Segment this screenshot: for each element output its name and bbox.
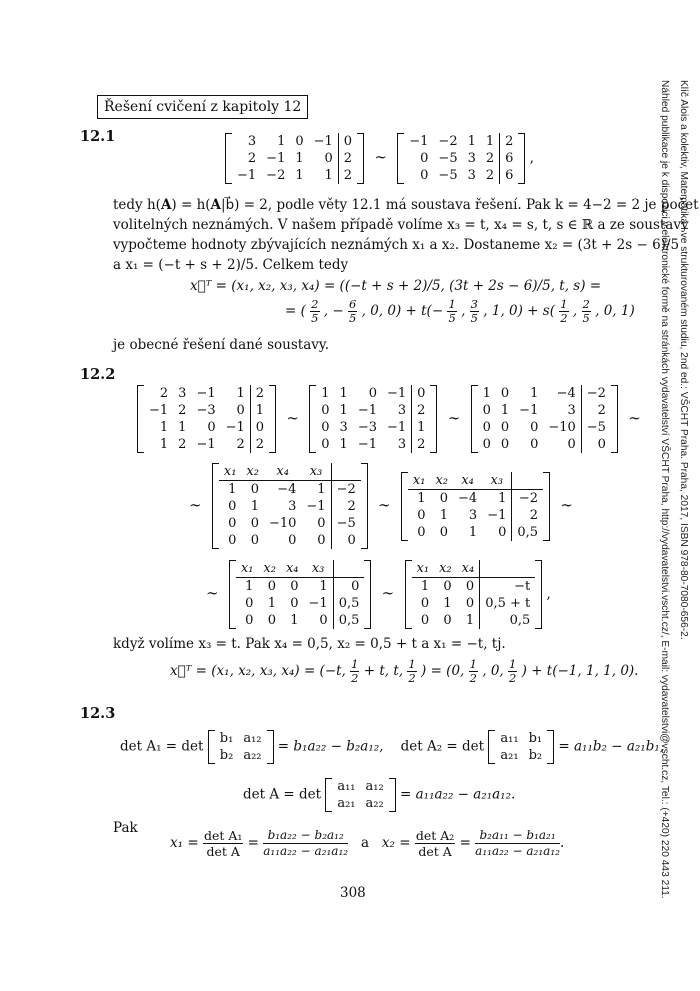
matrix-row [144, 436, 269, 453]
equation-12-2-solution: x⃗ᵀ = (x₁, x₂, x₃, x₄) = (−t, $\frac{1}{2}$ + t, t, $\frac{1}{2}$ ) = (0, $\frac{1}{2}$ , 0, $\frac{1}{2}$ ) + t(−1, 1, 1, 0). [170, 657, 639, 685]
matrix-cell: 1 [412, 419, 431, 436]
matrix-row [144, 385, 269, 402]
matrix-cell: 1 [465, 613, 475, 628]
matrix-cell: 1 [321, 386, 330, 401]
matrix-cell: 2 [178, 437, 187, 452]
matrix-cell: −2 [438, 134, 458, 149]
matrix-cell: 3 [288, 499, 297, 514]
matrix-cell: b₂ [219, 748, 234, 763]
matrix-cell: 1 [417, 490, 426, 506]
matrix-cell: −3 [196, 403, 216, 418]
matrix-cell: −1 [357, 403, 377, 418]
chapter-title: Řešení cvičení z kapitoly 12 [97, 95, 308, 119]
matrix-cell: −10 [268, 516, 297, 531]
matrix-header-cell: x₂ [434, 560, 457, 578]
sidebar-preview-note: Náhled publikace je k dispozici v elektronické formě na stránkách vydavatelství VŠCHT Praha, http://vydavatelstvi.vscht.cz/, E-mail: vydavatelstvi@vscht.cz, Tel.: (+420) 220 443 211. [659, 80, 670, 899]
matrix-cell: 0 [567, 437, 576, 452]
matrix-cell: 0 [317, 516, 326, 531]
matrix-cell: 0 [228, 516, 237, 531]
matrix-cell: 0 [324, 151, 333, 166]
matrix-cell: a₂₂ [365, 796, 384, 811]
matrix-cell: 1 [468, 524, 478, 540]
matrix-row [332, 795, 388, 812]
matrix-cell: 0 [443, 613, 452, 628]
matrix-row [495, 730, 547, 747]
matrix-cell: 1 [228, 482, 237, 497]
matrix-12-2-d-table [219, 463, 361, 549]
matrix-cell: 1 [443, 596, 452, 611]
matrix-cell: 1 [500, 403, 510, 418]
matrix-cell: 0 [581, 436, 611, 453]
matrix-cell: −1 [196, 437, 216, 452]
matrix-cell: 0 [267, 613, 276, 628]
matrix-cell: 0 [417, 524, 426, 540]
matrix-header-cell: x₄ [281, 560, 304, 578]
section-number-12-3: 12.3 [80, 705, 116, 722]
matrix-row [412, 578, 536, 596]
matrix-cell: 1 [485, 134, 495, 149]
matrix-cell: 0 [250, 516, 259, 531]
matrix-row [478, 402, 611, 419]
matrix-cell: 0 [482, 403, 491, 418]
matrix-cell: a₂₁ [500, 748, 519, 763]
matrix-cell: 2 [500, 133, 519, 150]
matrix-header-cell [331, 463, 361, 481]
matrix-cell: −4 [458, 490, 478, 506]
equation-12-2-row1: 2 3 −1 1 2 −1 2 −3 0 1 1 1 0 −1 0 1 2 −1 2 2 ∼ 1 1 0 −1 0 0 1 −1 3 2 0 3 −3 −1 1 0 1 −1 3 2 ∼ 1 0 1 −4 −2 0 1 −1 3 2 0 0 0 −10 −5 0 0 0 0 0 ∼ [137, 385, 647, 453]
matrix-cell: 3 [468, 507, 478, 523]
matrix-cell: 2 [159, 386, 169, 401]
matrix-row [219, 481, 361, 499]
page-number: 308 [340, 885, 366, 901]
matrix-row [236, 595, 365, 612]
matrix-cell: 2 [338, 167, 357, 184]
matrix-cell: 0 [319, 613, 328, 628]
matrix-cell: −1 [306, 499, 326, 514]
matrix-cell: 1 [236, 386, 245, 401]
matrix-cell: 6 [500, 167, 519, 184]
matrix-12-1-b-table [404, 133, 518, 184]
matrix-12-3-A-table [332, 778, 388, 812]
matrix-header-cell: x₄ [457, 560, 480, 578]
matrix-header-cell: x₁ [219, 463, 242, 481]
matrix-row [408, 489, 543, 507]
matrix-row [412, 612, 536, 629]
matrix-cell: −1 [357, 437, 377, 452]
matrix-cell: −2 [512, 489, 543, 507]
matrix-cell: 1 [482, 386, 491, 401]
matrix-cell: 1 [245, 579, 254, 594]
matrix-cell: a₂₁ [337, 796, 356, 811]
matrix-cell: −2 [266, 168, 286, 183]
matrix-cell: 1 [339, 403, 348, 418]
matrix-header-cell [333, 560, 364, 578]
matrix-row [478, 419, 611, 436]
matrix-cell: 0 [420, 168, 429, 183]
matrix-cell: a₁₂ [243, 731, 262, 746]
matrix-cell: 0 [290, 596, 299, 611]
matrix-cell: a₁₂ [365, 779, 384, 794]
matrix-cell: 3 [178, 386, 187, 401]
matrix-header-cell [512, 472, 543, 490]
matrix-cell: 1 [295, 151, 304, 166]
matrix-cell: −1 [266, 151, 286, 166]
equation-12-1-solution: x⃗ᵀ = (x₁, x₂, x₃, x₄) = ((−t + s + 2)/5, (3t + 2s − 6)/5, t, s) = = ( $\frac{2}{5}$ , − $\frac{6}{5}$ , 0, 0) + t(− $\frac{1}{5}$ , $\frac{3}{5}$ , 1, 0) + s( $\frac{1}{2}$ , $\frac{2}{5}$ , 0, 1) [190, 278, 635, 325]
matrix-cell: 3 [467, 151, 476, 166]
matrix-cell: 0 [321, 437, 330, 452]
matrix-row [316, 402, 430, 419]
matrix-cell: 0 [368, 386, 377, 401]
matrix-cell: 3 [397, 403, 407, 418]
matrix-cell: 0 [420, 613, 430, 628]
equation-12-1-matrices: 3 1 0 −1 0 2 −1 1 0 2 −1 −2 1 1 2 ∼ −1 −2 1 1 2 0 −5 3 2 6 0 −5 3 2 6 , [225, 133, 534, 184]
paragraph-12-2: když volíme x₃ = t. Pak x₄ = 0,5, x₂ = 0,5 + t a x₁ = −t, tj. [113, 636, 506, 652]
pak-label: Pak [113, 820, 138, 836]
matrix-cell: 1 [295, 168, 304, 183]
matrix-header-cell: x₁ [412, 560, 435, 578]
matrix-row [412, 595, 536, 612]
matrix-cell: 2 [236, 437, 245, 452]
matrix-cell: 2 [247, 151, 257, 166]
matrix-cell: 2 [581, 402, 611, 419]
equation-12-2-row2: ∼ x₁ x₂ x₄ x₃ 1 0 −4 1 −2 0 1 3 −1 2 0 0 −10 0 −5 0 0 0 0 0 ∼ x₁ x₂ x₄ x₃ 1 0 −4 1 −2 0 1 3 −1 2 0 0 1 0 0,5 ∼ [189, 464, 573, 548]
matrix-cell: 6 [500, 150, 519, 167]
matrix-cell: −1 [519, 403, 539, 418]
matrix-row [404, 133, 518, 150]
matrix-row [478, 385, 611, 402]
matrix-row [408, 507, 543, 524]
matrix-cell: 3 [397, 437, 407, 452]
matrix-cell: 0 [250, 482, 259, 497]
matrix-cell: 2 [512, 507, 543, 524]
matrix-cell: 0 [482, 437, 491, 452]
matrix-cell: 0 [420, 596, 430, 611]
matrix-cell: 1 [319, 579, 328, 594]
matrix-header-cell: x₃ [301, 463, 331, 481]
matrix-cell: b₁ [219, 731, 234, 746]
matrix-cell: 1 [267, 596, 276, 611]
matrix-cell: −5 [331, 515, 361, 532]
matrix-cell: 0 [250, 533, 259, 548]
matrix-row [316, 436, 430, 453]
matrix-12-1-b [397, 133, 525, 184]
matrix-cell: 0 [500, 386, 510, 401]
matrix-12-3-A1-table [215, 730, 267, 764]
matrix-12-2-b-table [316, 385, 430, 453]
matrix-cell: 2 [485, 151, 495, 166]
matrix-row [219, 498, 361, 515]
matrix-cell: 0 [439, 524, 449, 540]
equation-12-3-detA1-detA2: det A₁ = det b₁ a₁₂ b₂ a₂₂ = b₁a₂₂ − b₂a₁₂, det A₂ = det a₁₁ b₁ a₂₁ b₂ = a₁₁b₂ − a₂₁b₁, [120, 731, 665, 763]
matrix-header-cell: x₁ [408, 472, 431, 490]
matrix-cell: −5 [581, 419, 611, 436]
matrix-cell: −1 [313, 134, 333, 149]
matrix-row [219, 532, 361, 549]
matrix-cell: 3 [339, 420, 348, 435]
paragraph-12-1: tedy h(A) = h(A|b⃗) = 2, podle věty 12.1 má soustava řešení. Pak k = 4−2 = 2 je počet volitelných neznámých. V našem případě volíme x₃ = t, x₄ = s, t, s ∈ ℝ a ze soustavy vypočteme hodnoty zbývajících neznámých x₁ a x₂. Dostaneme x₂ = (3t + 2s − 6)/5 a x₁ = (−t + s + 2)/5. Celkem tedy [113, 197, 699, 273]
matrix-cell: 1 [467, 134, 476, 149]
matrix-12-2-e-table [408, 472, 543, 541]
matrix-cell: 0 [290, 579, 299, 594]
matrix-cell: −1 [225, 420, 245, 435]
matrix-cell: 0,5 [512, 524, 543, 541]
matrix-cell: 1 [498, 490, 507, 506]
matrix-header-cell: x₁ [236, 560, 259, 578]
matrix-cell: −1 [149, 403, 169, 418]
matrix-cell: 0 [465, 596, 475, 611]
matrix-cell: −1 [237, 168, 257, 183]
matrix-cell: 0 [321, 403, 330, 418]
matrix-cell: 0 [288, 533, 297, 548]
matrix-cell: 0 [412, 385, 431, 402]
matrix-row [495, 747, 547, 764]
matrix-header-cell: x₄ [453, 472, 482, 490]
matrix-cell: 1 [250, 402, 269, 419]
matrix-cell: 2 [412, 436, 431, 453]
matrix-cell: 2 [178, 403, 187, 418]
matrix-cell: 3 [467, 168, 476, 183]
matrix-row [236, 578, 365, 596]
matrix-cell: −t [480, 578, 536, 596]
matrix-row [232, 133, 357, 150]
matrix-cell: 1 [159, 437, 169, 452]
matrix-cell: −5 [438, 151, 458, 166]
matrix-cell: 0 [530, 420, 539, 435]
matrix-cell: 1 [324, 168, 333, 183]
matrix-cell: 1 [530, 386, 539, 401]
matrix-cell: 3 [567, 403, 576, 418]
matrix-cell: 0,5 [333, 595, 364, 612]
matrix-cell: 0 [338, 133, 357, 150]
matrix-row [316, 419, 430, 436]
matrix-cell: 0 [331, 532, 361, 549]
matrix-cell: 0 [245, 613, 254, 628]
matrix-12-1-a [225, 133, 364, 184]
matrix-cell: 1 [159, 420, 169, 435]
matrix-cell: 0 [245, 596, 254, 611]
matrix-cell: 1 [339, 386, 348, 401]
matrix-cell: 0,5 [480, 612, 536, 629]
matrix-row [478, 436, 611, 453]
matrix-cell: 1 [250, 499, 259, 514]
matrix-cell: 1 [290, 613, 299, 628]
matrix-cell: 1 [339, 437, 348, 452]
matrix-cell: 0 [321, 420, 330, 435]
matrix-row [332, 778, 388, 795]
matrix-cell: 0 [439, 490, 449, 506]
matrix-cell: 3 [247, 134, 257, 149]
matrix-row [404, 167, 518, 184]
matrix-cell: a₁₁ [500, 731, 519, 746]
matrix-header-cell: x₄ [264, 463, 301, 481]
matrix-cell: b₂ [528, 748, 543, 763]
matrix-cell: a₁₁ [337, 779, 356, 794]
sidebar-citation: Klíč Alois a kolektiv, Matematika I ve strukturovaném studiu, 2nd ed.: VŠCHT Praha. Praha, 2017, ISBN 978-80-7080-656-2. [678, 80, 689, 640]
matrix-cell: −1 [196, 386, 216, 401]
matrix-cell: 0 [443, 579, 452, 594]
matrix-cell: −3 [357, 420, 377, 435]
matrix-cell: −2 [581, 385, 611, 402]
matrix-row [408, 524, 543, 541]
matrix-row [215, 730, 267, 747]
matrix-row [404, 150, 518, 167]
matrix-cell: 0 [317, 533, 326, 548]
section-number-12-2: 12.2 [80, 366, 116, 383]
matrix-cell: 0 [267, 579, 276, 594]
matrix-12-2-c-table [478, 385, 611, 453]
matrix-cell: b₁ [528, 731, 543, 746]
paragraph-12-1-conclusion: je obecné řešení dané soustavy. [113, 337, 329, 353]
matrix-row [232, 167, 357, 184]
matrix-cell: −1 [487, 507, 507, 523]
matrix-cell: 2 [412, 402, 431, 419]
matrix-row [232, 150, 357, 167]
matrix-cell: 2 [485, 168, 495, 183]
matrix-row [236, 612, 365, 629]
matrix-header-cell: x₂ [258, 560, 281, 578]
matrix-row [219, 515, 361, 532]
matrix-cell: 0 [465, 579, 475, 594]
matrix-cell: 0,5 [333, 612, 364, 629]
matrix-row [144, 402, 269, 419]
matrix-cell: 0,5 + t [480, 595, 536, 612]
matrix-cell: −2 [331, 481, 361, 499]
matrix-cell: 1 [277, 134, 286, 149]
matrix-12-2-a-table [144, 385, 269, 453]
matrix-header-cell [480, 560, 536, 578]
matrix-header-cell: x₂ [430, 472, 453, 490]
matrix-cell: 0 [417, 507, 426, 523]
matrix-cell: 0 [295, 134, 304, 149]
matrix-cell: 0 [207, 420, 216, 435]
matrix-cell: 0 [530, 437, 539, 452]
section-number-12-1: 12.1 [80, 128, 116, 145]
matrix-cell: 1 [439, 507, 449, 523]
matrix-cell: 0 [500, 420, 510, 435]
equation-12-3-cramer: x₁ = $\frac{\text{det A₁}}{\text{det A}}$ = $\frac{\text{b₁a₂₂ − b₂a₁₂}}{\text{a₁₁a₂₂ − a₂₁a₁₂}}$ a x₂ = $\frac{\text{det A₂}}{\text{det A}}$ = $\frac{\text{b₂a₁₁ − b₁a₂₁}}{\text{a₁₁a₂₂ − a₂₁a₁₂}}$ . [170, 828, 565, 859]
equation-12-3-detA: det A = det a₁₁ a₁₂ a₂₁ a₂₂ = a₁₁a₂₂ − a₂₁a₁₂. [243, 779, 516, 811]
matrix-cell: −1 [386, 386, 407, 401]
matrix-cell: −4 [277, 482, 297, 497]
matrix-cell: 0 [420, 151, 429, 166]
matrix-row [144, 419, 269, 436]
matrix-cell: 0 [250, 419, 269, 436]
matrix-cell: 0 [236, 403, 245, 418]
matrix-12-1-a-table [232, 133, 357, 184]
matrix-cell: −1 [308, 596, 328, 611]
matrix-cell: 1 [178, 420, 187, 435]
equation-12-2-row3: ∼ x₁ x₂ x₄ x₃ 1 0 0 1 0 0 1 0 −1 0,5 0 0 1 0 0,5 ∼ x₁ x₂ x₄ 1 0 0 −t 0 1 0 0,5 + t 0 0 1 0,5 , [206, 561, 551, 628]
matrix-cell: 0 [482, 420, 491, 435]
matrix-cell: −1 [409, 134, 429, 149]
matrix-cell: 0 [498, 524, 507, 540]
matrix-cell: 0 [228, 533, 237, 548]
matrix-cell: 1 [420, 579, 430, 594]
matrix-12-2-g-table [412, 560, 536, 629]
matrix-header-cell: x₂ [241, 463, 264, 481]
matrix-header-cell: x₃ [482, 472, 512, 490]
matrix-cell: 0 [228, 499, 237, 514]
matrix-cell: 0 [500, 437, 510, 452]
matrix-cell: 2 [250, 436, 269, 453]
matrix-cell: 2 [250, 385, 269, 402]
matrix-row [316, 385, 430, 402]
matrix-cell: −10 [548, 420, 576, 435]
matrix-cell: 1 [317, 482, 326, 497]
matrix-cell: 2 [338, 150, 357, 167]
matrix-cell: a₂₂ [243, 748, 262, 763]
matrix-row [215, 747, 267, 764]
matrix-cell: −1 [386, 420, 407, 435]
matrix-12-2-f-table [236, 560, 365, 629]
matrix-cell: −4 [556, 386, 576, 401]
matrix-cell: 0 [333, 578, 364, 596]
matrix-cell: −5 [438, 168, 458, 183]
matrix-header-cell: x₃ [304, 560, 334, 578]
matrix-cell: 2 [331, 498, 361, 515]
matrix-12-3-A2-table [495, 730, 547, 764]
